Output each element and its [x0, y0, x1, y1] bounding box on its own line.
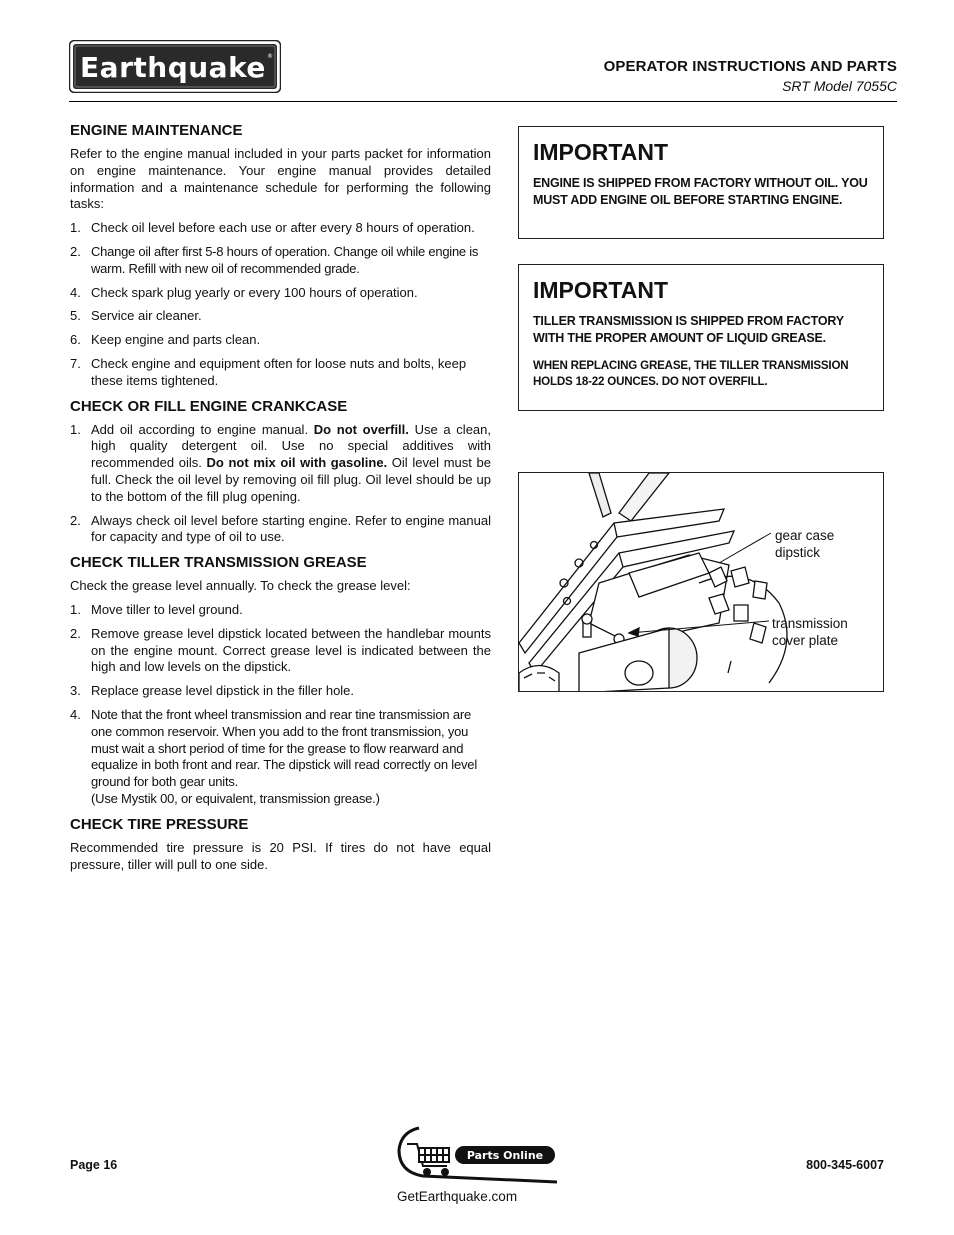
do-not-overfill-emphasis: Do not overfill. — [313, 421, 409, 437]
list-item: 2. Change oil after first 5-8 hours of operation. Change oil while engine is warm. Refill with new oil of recommended grade. — [70, 243, 479, 276]
svg-text:®: ® — [267, 53, 273, 60]
list-item: 2. Always check oil level before starting engine. Refer to engine manual for capacity and type of oil to use. — [70, 512, 491, 545]
do-not-mix-emphasis: Do not mix oil with gasoline. — [206, 455, 388, 471]
list-item: 5. Service air cleaner. — [70, 308, 202, 324]
earthquake-logo — [69, 40, 281, 93]
important-text: TILLER TRANSMISSION IS SHIPPED FROM FACTORY WITH THE PROPER AMOUNT OF LIQUID GREASE. — [533, 314, 844, 345]
crankcase-list — [70, 422, 491, 547]
grease-list — [70, 602, 491, 808]
list-item: 2. Remove grease level dipstick located between the handlebar mounts on the engine mount. Correct grease level is indicated between the high and low levels on the dipstick. — [70, 625, 491, 675]
grease-note: (Use Mystik 00, or equivalent, transmission grease.) — [91, 790, 380, 806]
page-number: Page 16 — [70, 1158, 118, 1172]
shopping-cart-icon — [407, 1144, 449, 1175]
gear-case-dipstick-label: gear case dipstick — [775, 528, 835, 560]
important-text: ENGINE IS SHIPPED FROM FACTORY WITHOUT OIL. YOU MUST ADD ENGINE OIL BEFORE STARTING ENGINE. — [533, 176, 868, 207]
grease-intro: Check the grease level annually. To check the grease level: — [70, 578, 411, 594]
doc-title: OPERATOR INSTRUCTIONS AND PARTS — [603, 58, 897, 75]
svg-text:Parts Online: Parts Online — [466, 1149, 544, 1162]
important-box-oil — [518, 126, 884, 239]
important-title: IMPORTANT — [533, 139, 669, 165]
parts-online-logo — [397, 1126, 557, 1184]
list-item: 1. Move tiller to level ground. — [70, 601, 243, 617]
transmission-cover-plate-label: transmission cover plate — [772, 616, 848, 648]
list-item: 7. Check engine and equipment often for loose nuts and bolts, keep these items tightened. — [70, 355, 467, 388]
header-divider — [69, 101, 897, 102]
list-item: 4. Check spark plug yearly or every 100 hours of operation. — [70, 284, 418, 300]
section-heading-engine-maintenance: ENGINE MAINTENANCE — [70, 122, 243, 139]
tiller-transmission-illustration — [518, 472, 884, 692]
list-item: 3. Replace grease level dipstick in the filler hole. — [70, 683, 355, 699]
phone-number: 800-345-6007 — [806, 1158, 884, 1172]
svg-text:Earthquake: Earthquake — [80, 51, 266, 84]
list-item: 1. Check oil level before each use or after every 8 hours of operation. — [70, 220, 475, 236]
important-box-grease — [518, 264, 884, 411]
list-item: 4. Note that the front wheel transmission and rear tine transmission are one common reservoir. When you add to the front transmission, you must wait a short period of time for the grease to flow rearward and equalize in both front and rear. The dipstick will read correctly on level ground for both gear units. (Use Mystik 00, or equivalent, transmission grease.) — [70, 707, 491, 808]
list-item: 6. Keep engine and parts clean. — [70, 332, 261, 348]
engine-maintenance-list — [70, 220, 491, 389]
engine-maintenance-intro: Refer to the engine manual included in your parts packet for information on engine maintenance. Your engine manual provides detailed information and a maintenance schedule for performing the following tasks: — [70, 146, 491, 212]
important-text-secondary: WHEN REPLACING GREASE, THE TILLER TRANSMISSION HOLDS 18-22 OUNCES. DO NOT OVERFILL. — [533, 359, 849, 388]
left-column — [70, 122, 491, 880]
tire-text: Recommended tire pressure is 20 PSI. If tires do not have equal pressure, tiller will pull to one side. — [70, 839, 491, 872]
important-title: IMPORTANT — [533, 277, 669, 303]
website-url[interactable]: GetEarthquake.com — [397, 1189, 518, 1204]
model-subtitle: SRT Model 7055C — [782, 78, 897, 94]
list-item: 1. Add oil according to engine manual. Do not overfill. Use a clean, high quality detergent oil. Use no special additives with recommended oils. Do not mix oil with gasoline. Oil level must be full. Check the oil level by removing oil fill plug. Oil level should be up to the bottom of the fill plug opening. — [70, 421, 492, 504]
tiller-drawing — [519, 473, 884, 692]
section-heading-grease: CHECK TILLER TRANSMISSION GREASE — [70, 554, 367, 572]
section-heading-tire: CHECK TIRE PRESSURE — [70, 815, 249, 833]
section-heading-crankcase: CHECK OR FILL ENGINE CRANKCASE — [70, 397, 348, 415]
